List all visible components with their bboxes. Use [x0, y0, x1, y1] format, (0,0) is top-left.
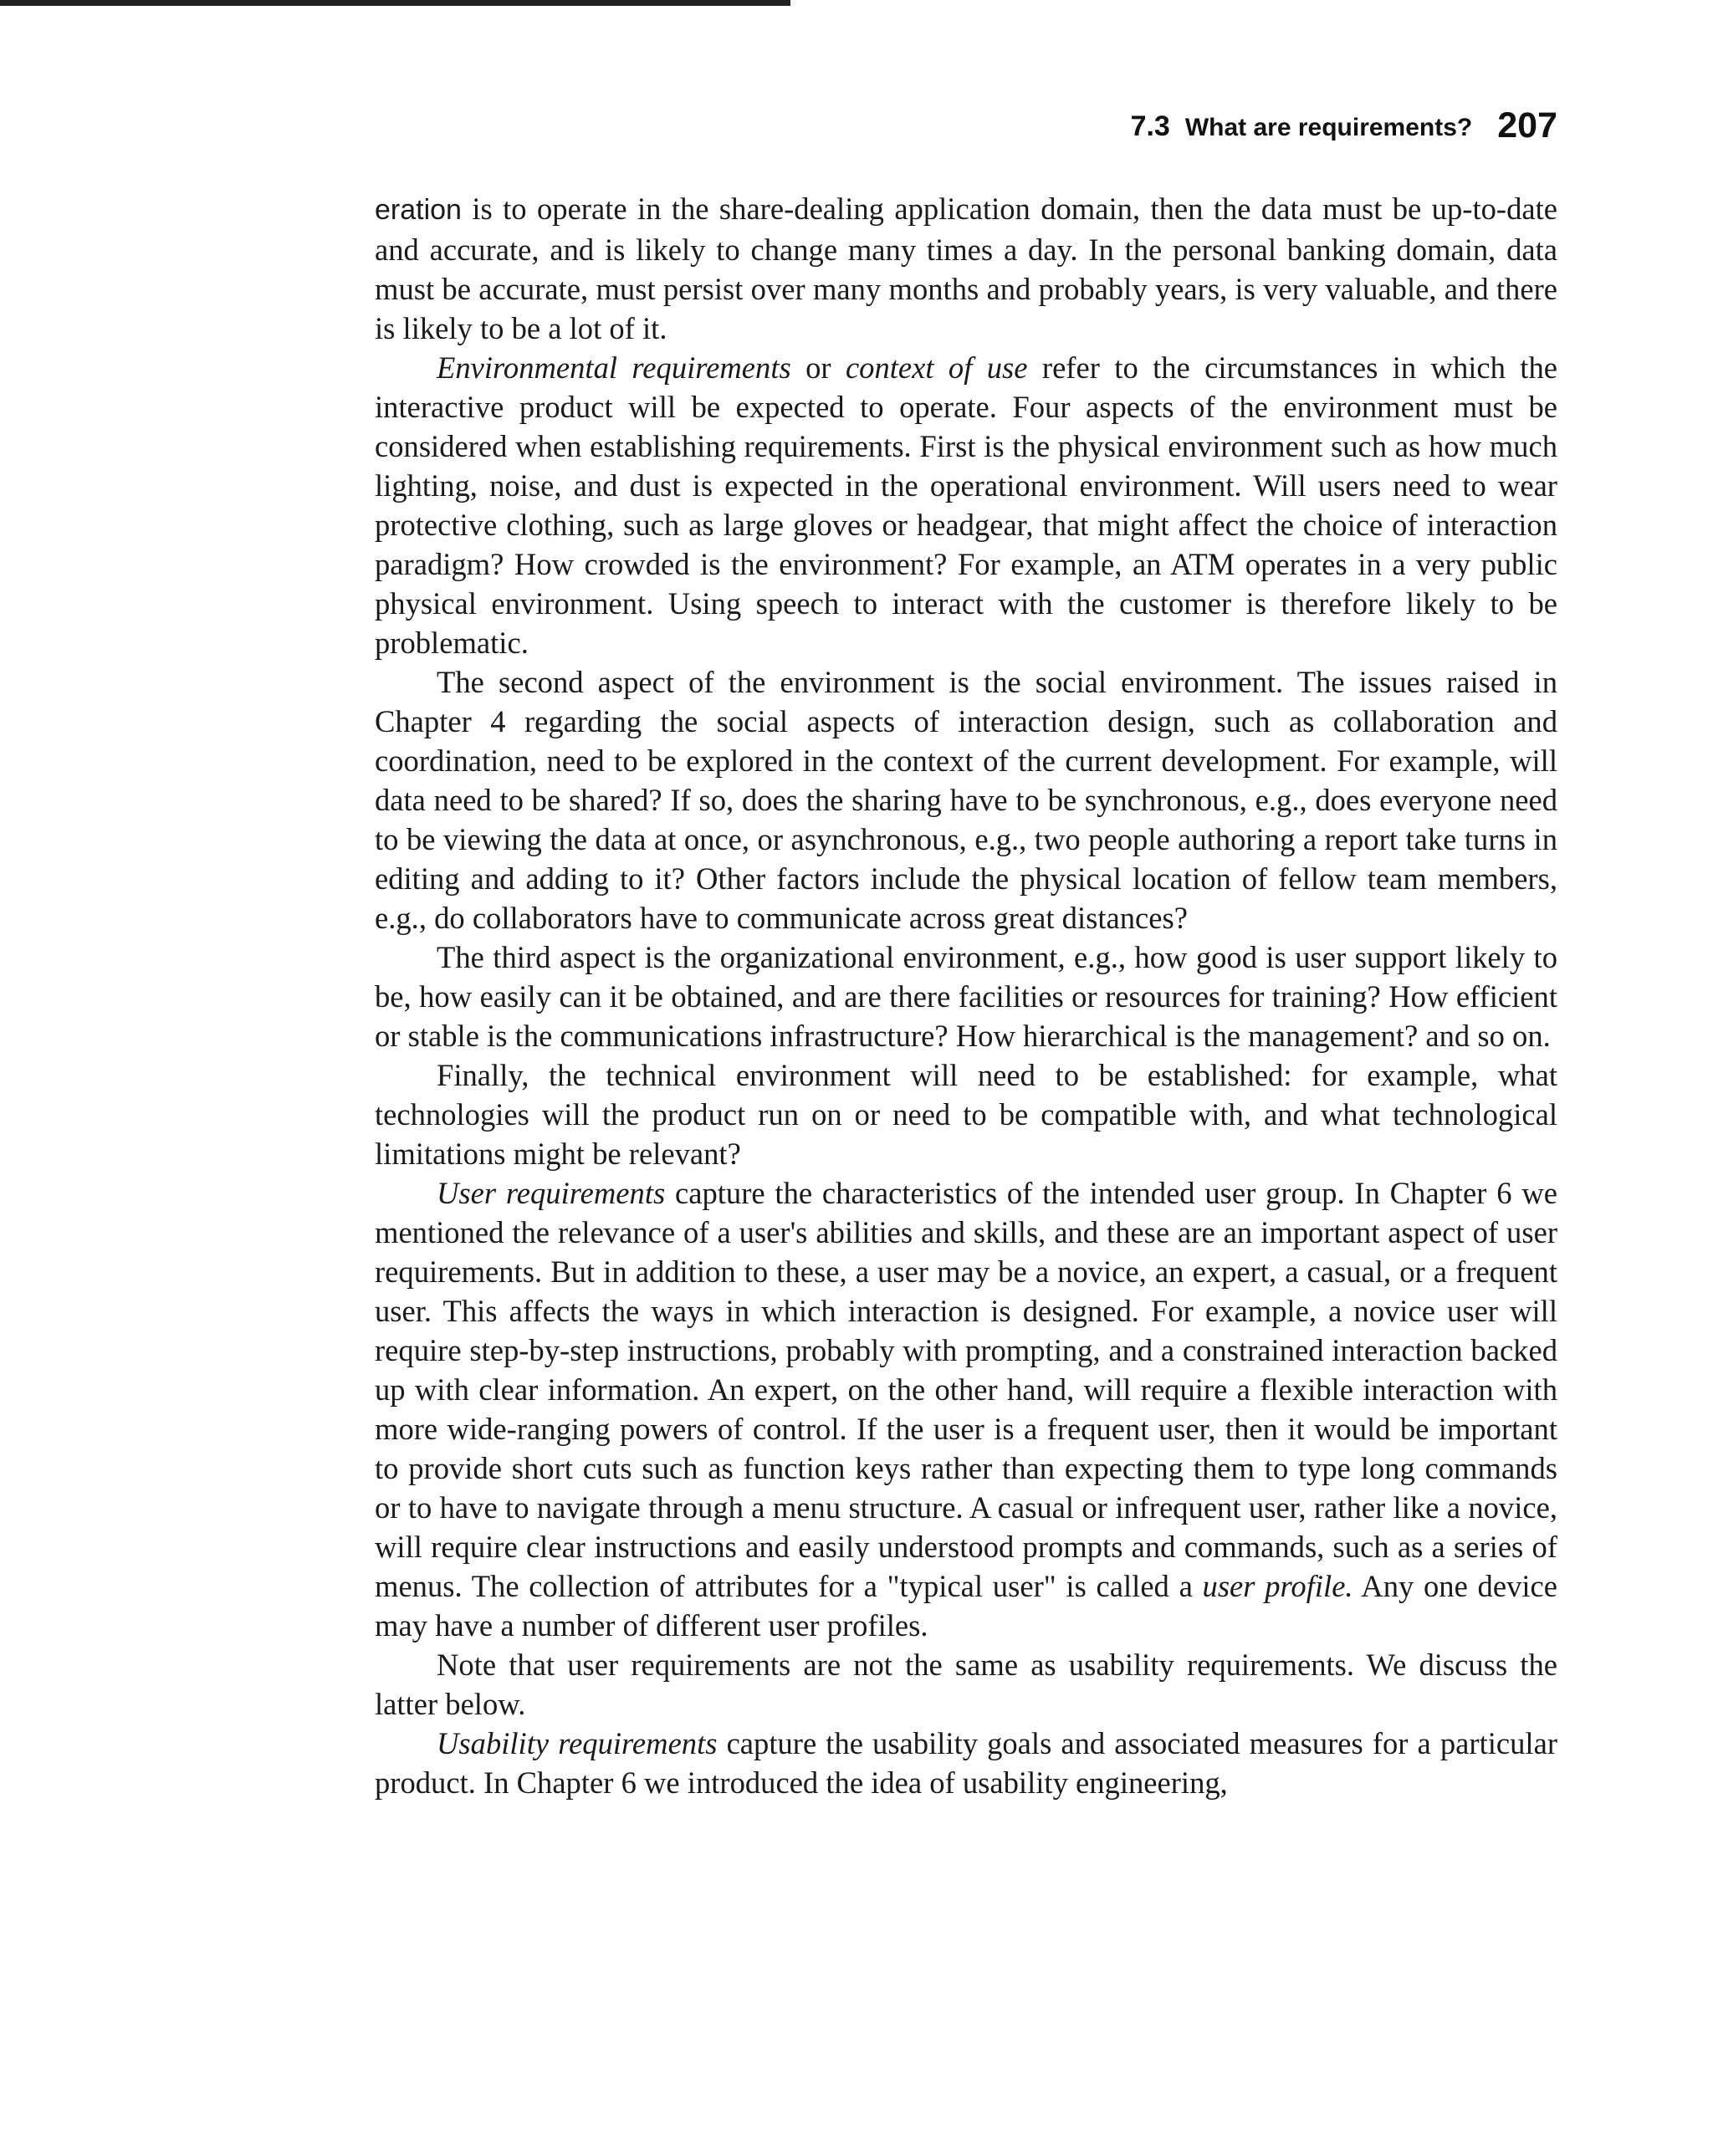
paragraph-text: is to operate in the share-dealing application domain, then the data must be up-to-date and accurate, and is likely to change many times a day. In the personal banking domain, data must be accurate, must persist over many months and probably years, is very valuable, and there is likely to be a lot of it.	[375, 192, 1557, 345]
paragraph-text: Finally, the technical environment will need to be established: for example, what technologies will the product run on or need to be compatible with, and what technological limitations might be relevant?	[375, 1058, 1557, 1171]
section-number: 7.3	[1130, 110, 1170, 142]
top-rule	[0, 0, 790, 6]
paragraph-text: capture the characteristics of the intended user group. In Chapter 6 we mentioned the relevance of a user's abilities and skills, and these are an important aspect of user requirements. But in addition to these, a user may be a novice, an expert, a casual, or a frequent user. This affects the ways in which interaction is designed. For example, a novice user will require step-by-step instructions, probably with prompting, and a constrained interaction backed up with clear information. An expert, on the other hand, will require a flexible interaction with more wide-ranging powers of control. If the user is a frequent user, then it would be important to provide short cuts such as function keys rather than expecting them to type long commands or to have to navigate through a menu structure. A casual or infrequent user, rather like a novice, will require clear instructions and easily understood prompts and commands, such as a series of menus. The collection of attributes for a "typical user" is called a	[375, 1176, 1557, 1603]
paragraph-5	[375, 1055, 1557, 1173]
paragraph-text: refer to the circumstances in which the interactive product will be expected to operate. Four aspects of the environment must be considered when establishing requirements. First is the physical environment such as how much lighting, noise, and dust is expected in the operational environment. Will users need to wear protective clothing, such as large gloves or headgear, that might affect the choice of interaction paradigm? How crowded is the environment? For example, an ATM operates in a very public physical environment. Using speech to interact with the customer is therefore likely to be problematic.	[375, 350, 1557, 660]
paragraph-4	[375, 938, 1557, 1055]
paragraph-2	[375, 348, 1557, 662]
paragraph-text: capture the usability goals and associated measures for a particular product. In Chapter 6 we introduced the idea of usability engineering,	[375, 1726, 1558, 1800]
running-head	[0, 105, 1557, 146]
term-user-profile: user profile.	[1202, 1569, 1353, 1603]
paragraph-text: Note that user requirements are not the same as usability requirements. We discuss the latter below.	[375, 1648, 1557, 1721]
section-title: What are requirements?	[1184, 114, 1473, 141]
paragraph-1	[375, 189, 1557, 348]
paragraph-text: The second aspect of the environment is the social environment. The issues raised in Chapter 4 regarding the social aspects of interaction design, such as collaboration and coordination, need to be explored in the context of the current development. For example, will data need to be shared? If so, does the sharing have to be synchronous, e.g., does everyone need to be viewing the data at once, or asynchronous, e.g., two people authoring a report take turns in editing and adding to it? Other factors include the physical location of fellow team members, e.g., do collaborators have to communicate across great distances?	[375, 665, 1557, 935]
term-context-of-use: context of use	[845, 350, 1028, 385]
paragraph-text: or	[790, 350, 846, 385]
paragraph-7	[375, 1645, 1557, 1724]
continued-word: eration	[375, 194, 462, 226]
page-number: 207	[1497, 105, 1557, 146]
term-environmental-requirements: Environmental requirements	[437, 350, 791, 385]
paragraph-text: The third aspect is the organizational environment, e.g., how good is user support likely to be, how easily can it be obtained, and are there facilities or resources for training? How efficient or stable is the communications infrastructure? How hierarchical is the management? and so on.	[375, 940, 1557, 1053]
paragraph-6	[375, 1173, 1557, 1645]
paragraph-text: Any one device may have a number of different user profiles.	[375, 1569, 1557, 1643]
paragraph-3	[375, 662, 1557, 938]
body-text	[375, 189, 1557, 1802]
paragraph-8	[375, 1724, 1557, 1802]
term-usability-requirements: Usability requirements	[437, 1726, 718, 1760]
term-user-requirements: User requirements	[437, 1176, 666, 1210]
